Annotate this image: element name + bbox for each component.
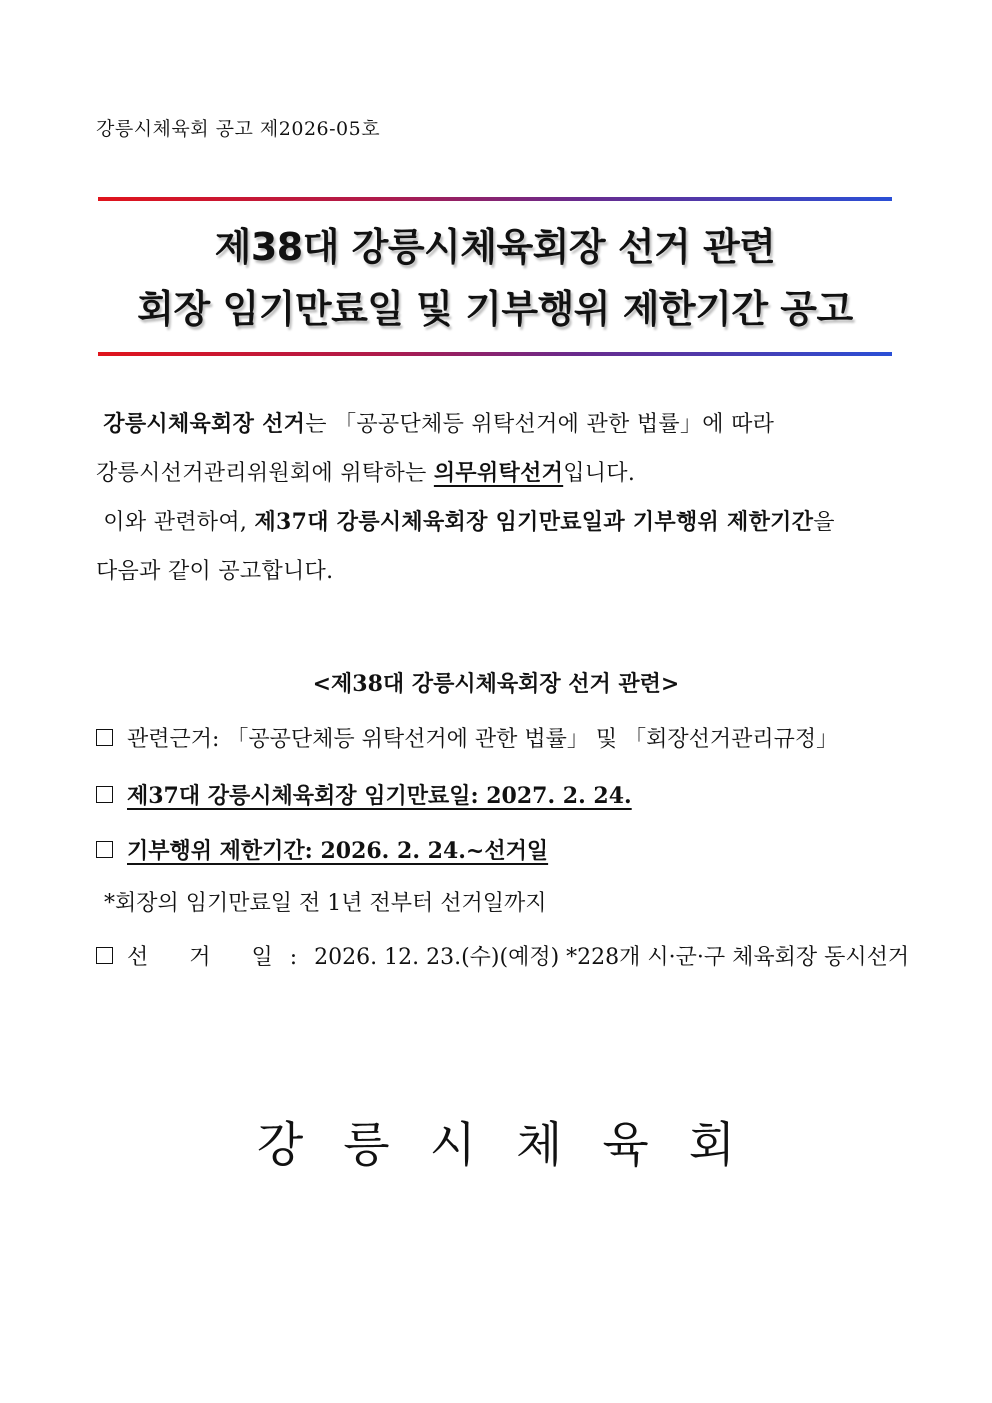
election-day-value: 2026. 12. 23.(수)(예정) *228개 시·군·구 체육회장 동시선거 — [314, 945, 910, 970]
list-item-text: 관련근거: 「공공단체등 위탁선거에 관한 법률」 및 「회장선거관리규정」 — [127, 727, 839, 752]
election-day-label: 선 거 일: — [127, 945, 315, 970]
intro-line-2 — [96, 449, 896, 498]
list-item-legal-basis — [96, 722, 896, 753]
intro-text: 는 「공공단체등 위탁선거에 관한 법률」에 따라 — [305, 412, 775, 437]
intro-paragraph-1 — [96, 400, 896, 498]
list-item-election-day — [96, 940, 910, 971]
title-top-rule — [98, 197, 892, 201]
list-item-text: 제37대 강릉시체육회장 임기만료일: 2027. 2. 24. — [127, 783, 632, 809]
restriction-note: *회장의 임기만료일 전 1년 전부터 선거일까지 — [104, 891, 547, 916]
intro-text: 입니다. — [563, 461, 636, 486]
checkbox-square-icon — [96, 729, 113, 746]
intro-line-4: 다음과 같이 공고합니다. — [96, 559, 334, 584]
intro-text: 강릉시선거관리위원회에 위탁하는 — [96, 461, 434, 486]
election-name: 강릉시체육회장 선거 — [103, 411, 306, 437]
notice-number: 강릉시체육회 공고 제2026-05호 — [96, 118, 381, 140]
list-item-term-expiry — [96, 779, 896, 810]
intro-paragraph-2 — [96, 498, 896, 596]
intro-line-1 — [96, 400, 896, 449]
section-title: <제38대 강릉시체육회장 선거 관련> — [312, 671, 680, 697]
intro-line-3 — [96, 498, 896, 547]
list-item-donation-restriction — [96, 834, 896, 865]
title-line-2: 회장 임기만료일 및 기부행위 제한기간 공고 — [137, 287, 853, 331]
intro-text: 을 — [813, 510, 835, 535]
title-bottom-rule — [98, 352, 892, 356]
intro-text: 이와 관련하여, — [103, 510, 255, 535]
checkbox-square-icon — [96, 786, 113, 803]
issuer-signature: 강릉시체육회 — [256, 1117, 776, 1173]
checkbox-square-icon — [96, 841, 113, 858]
page-title — [98, 216, 892, 340]
checkbox-square-icon — [96, 947, 113, 964]
term-and-restriction: 제37대 강릉시체육회장 임기만료일과 기부행위 제한기간 — [254, 509, 814, 535]
list-item-text: 기부행위 제한기간: 2026. 2. 24.~선거일 — [127, 838, 549, 864]
mandatory-delegated-election: 의무위탁선거 — [433, 460, 564, 486]
title-line-1: 제38대 강릉시체육회장 선거 관련 — [214, 225, 776, 269]
